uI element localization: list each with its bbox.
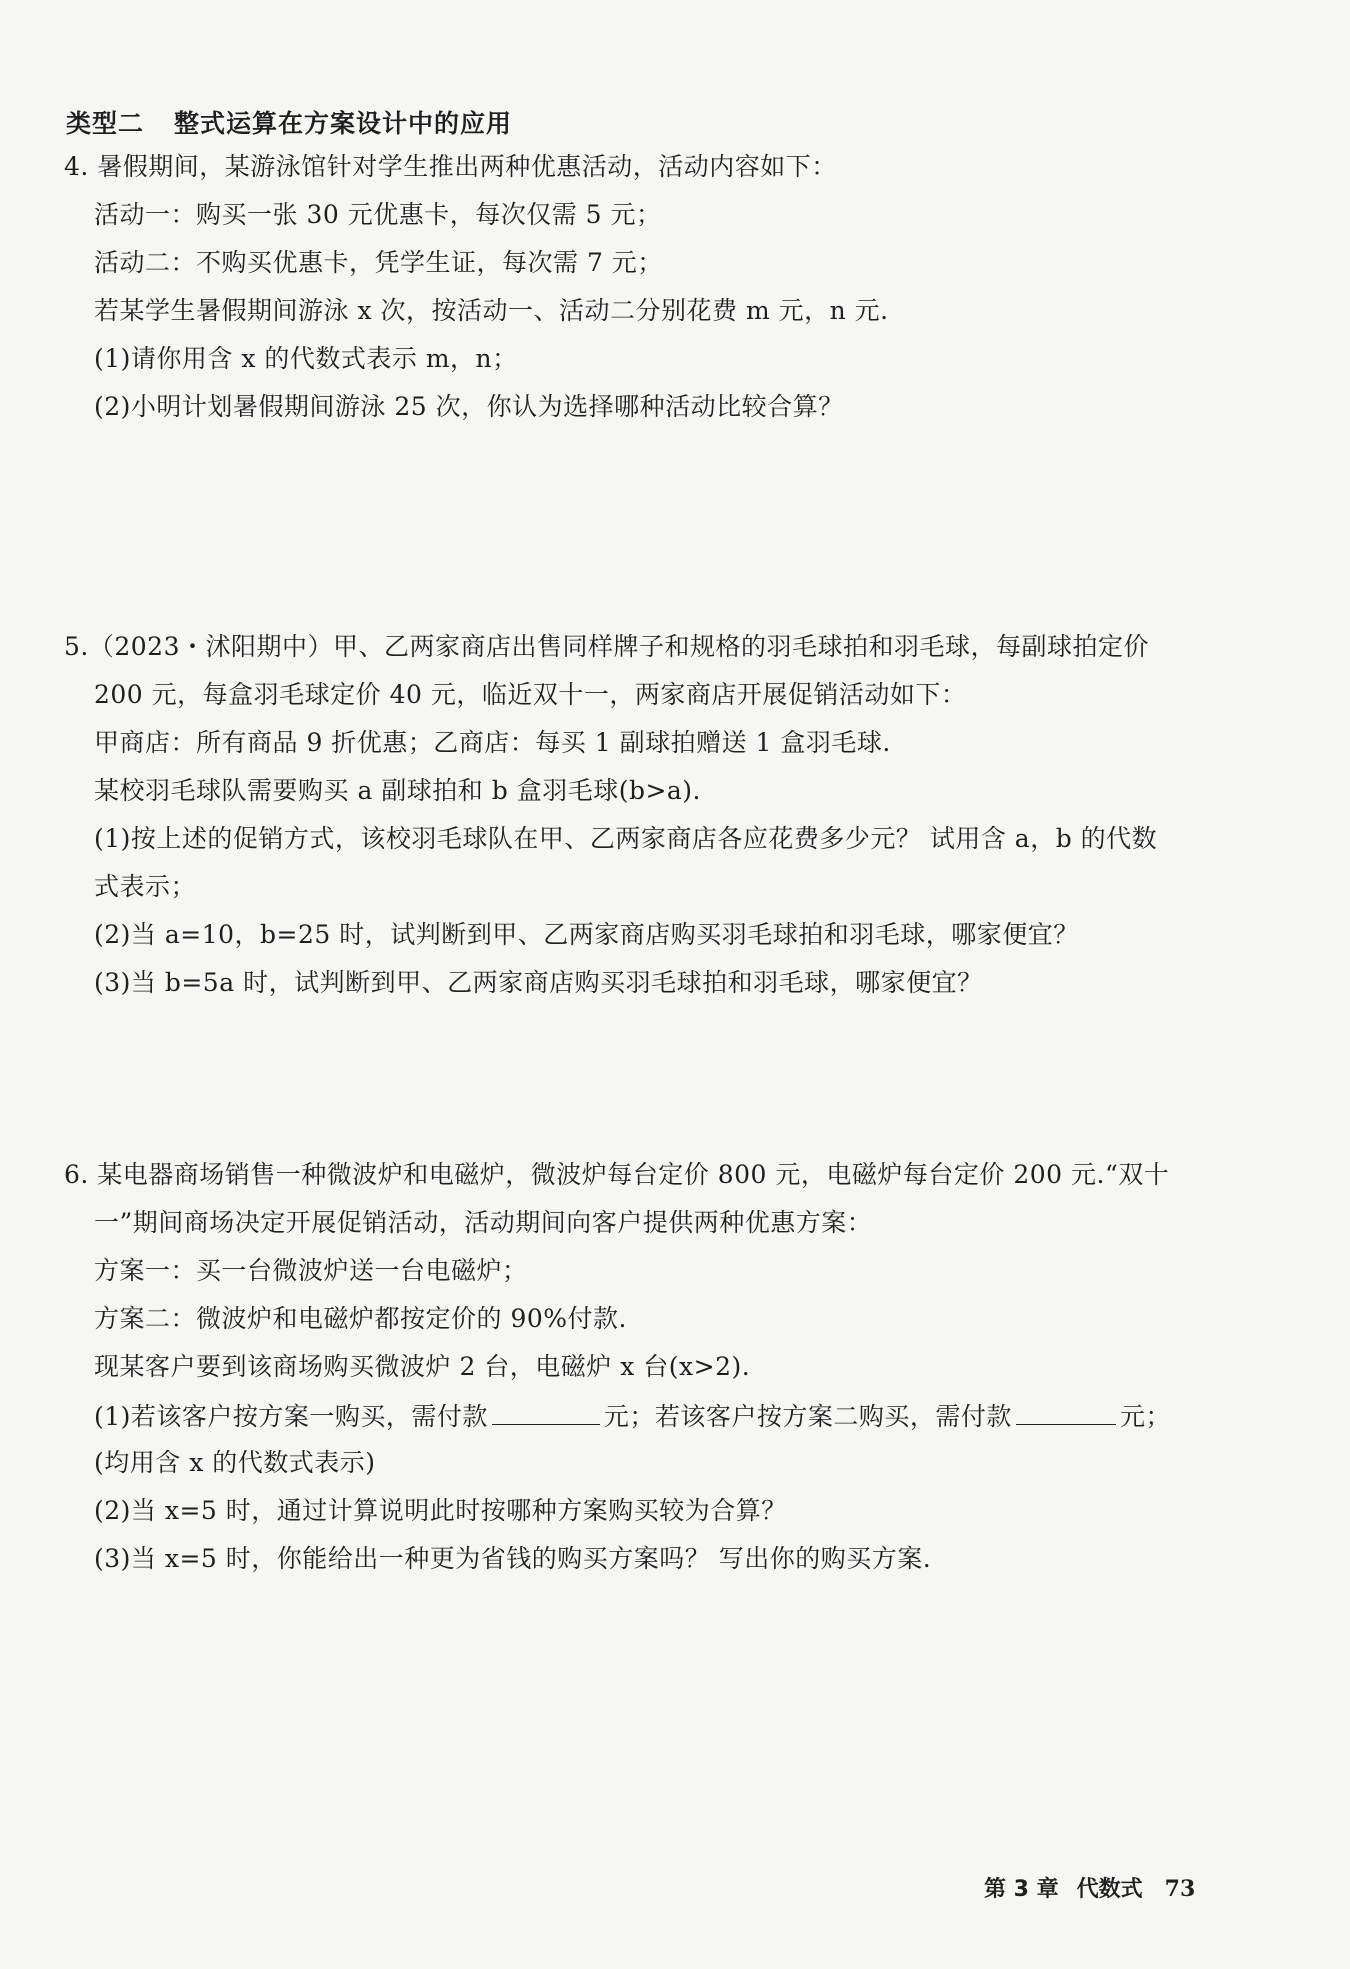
chapter-title: 代数式 xyxy=(1076,1877,1143,1902)
answer-blank-2[interactable] xyxy=(1016,1400,1116,1425)
q6-part-3: (3)当 x=5 时，你能给出一种更为省钱的购买方案吗？ 写出你的购买方案. xyxy=(94,1544,932,1573)
q4-part-1: (1)请你用含 x 的代数式表示 m，n； xyxy=(94,344,518,373)
q5-line-1: 200 元，每盒羽毛球定价 40 元，临近双十一，两家商店开展促销活动如下： xyxy=(94,680,967,709)
q6-stem: 6. 某电器商场销售一种微波炉和电磁炉，微波炉每台定价 800 元，电磁炉每台定价 200 元.“双十 xyxy=(64,1160,1170,1189)
section-label: 类型二 xyxy=(66,109,145,138)
q6-part-2: (2)当 x=5 时，通过计算说明此时按哪种方案购买较为合算？ xyxy=(94,1496,787,1525)
q4-part-2: (2)小明计划暑假期间游泳 25 次，你认为选择哪种活动比较合算？ xyxy=(94,392,844,421)
q6-line-2: 方案一：买一台微波炉送一台电磁炉； xyxy=(94,1256,528,1285)
q6-part-1-text-c: 元； xyxy=(1119,1402,1171,1431)
page-number: 73 xyxy=(1164,1876,1196,1902)
q6-line-3: 方案二：微波炉和电磁炉都按定价的 90%付款. xyxy=(94,1304,627,1333)
q4-line-1: 活动一：购买一张 30 元优惠卡，每次仅需 5 元； xyxy=(94,200,662,229)
q5-part-1a: (1)按上述的促销方式，该校羽毛球队在甲、乙两家商店各应花费多少元？ 试用含 a，b 的代数 xyxy=(94,824,1158,853)
q6-part-1 xyxy=(94,1400,1171,1432)
section-title: 整式运算在方案设计中的应用 xyxy=(174,109,513,138)
q5-part-2: (2)当 a=10，b=25 时，试判断到甲、乙两家商店购买羽毛球拍和羽毛球，哪家便宜？ xyxy=(94,920,1079,949)
q6-part-1-text-a: (1)若该客户按方案一购买，需付款 xyxy=(94,1402,488,1431)
q4-stem: 4. 暑假期间，某游泳馆针对学生推出两种优惠活动，活动内容如下： xyxy=(64,152,837,181)
q5-line-2: 甲商店：所有商品 9 折优惠；乙商店：每买 1 副球拍赠送 1 盒羽毛球. xyxy=(94,728,891,757)
answer-blank-1[interactable] xyxy=(492,1400,600,1425)
section-heading xyxy=(66,104,512,140)
q4-line-3: 若某学生暑假期间游泳 x 次，按活动一、活动二分别花费 m 元，n 元. xyxy=(94,296,889,325)
q6-line-1: 一”期间商场决定开展促销活动，活动期间向客户提供两种优惠方案： xyxy=(94,1208,873,1237)
q6-line-4: 现某客户要到该商场购买微波炉 2 台，电磁炉 x 台(x>2). xyxy=(94,1352,751,1381)
q5-part-3: (3)当 b=5a 时，试判断到甲、乙两家商店购买羽毛球拍和羽毛球，哪家便宜？ xyxy=(94,968,983,997)
q4-line-2: 活动二：不购买优惠卡，凭学生证，每次需 7 元； xyxy=(94,248,663,277)
q6-part-1-note: (均用含 x 的代数式表示) xyxy=(94,1448,376,1477)
q5-stem: 5.（2023・沭阳期中）甲、乙两家商店出售同样牌子和规格的羽毛球拍和羽毛球，每副球拍定价 xyxy=(64,632,1149,661)
q5-part-1b: 式表示； xyxy=(94,872,197,901)
chapter-label: 第 3 章 xyxy=(984,1877,1059,1902)
q6-part-1-text-b: 元；若该客户按方案二购买，需付款 xyxy=(603,1402,1012,1431)
page-footer xyxy=(984,1872,1195,1903)
q5-line-3: 某校羽毛球队需要购买 a 副球拍和 b 盒羽毛球(b>a). xyxy=(94,776,702,805)
